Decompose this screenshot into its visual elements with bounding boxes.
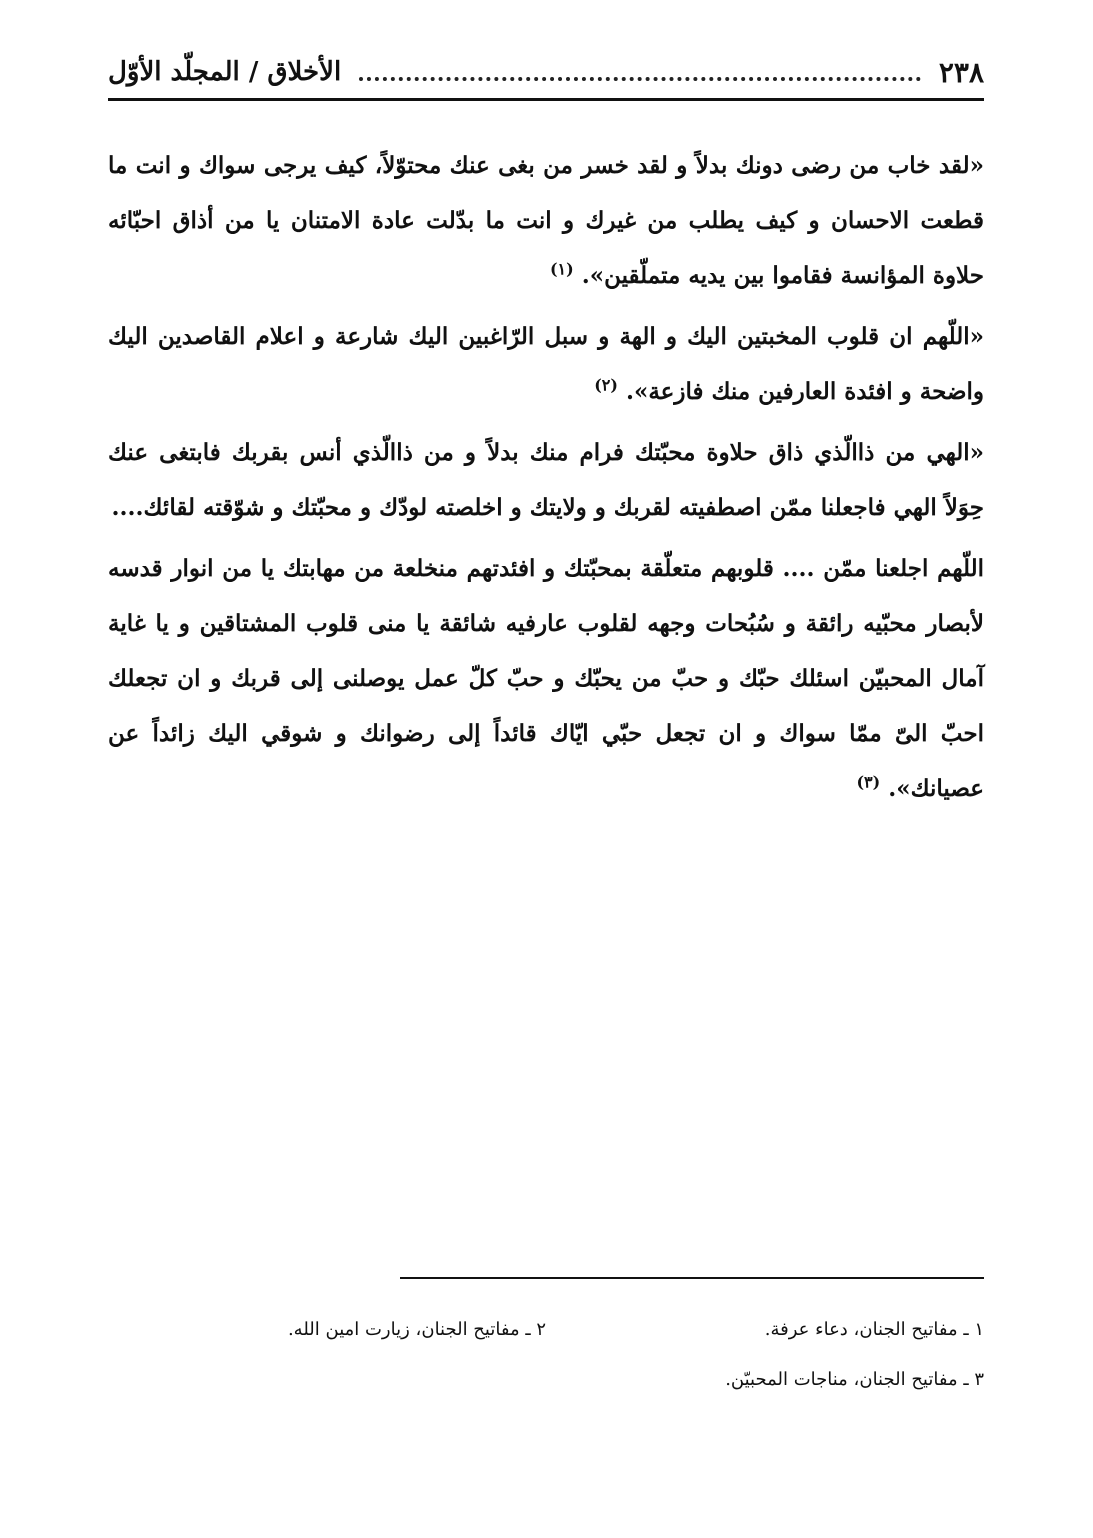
running-head: الأخلاق / المجلّد الأوّل — [108, 57, 342, 87]
footnote-row — [108, 1355, 984, 1405]
paragraph-2 — [108, 309, 984, 419]
paragraph-text: اللّهم اجلعنا ممّن .... قلوبهم متعلّقة بمحبّتك و افئدتهم منخلعة من مهابتك يا من انوار قدسه لأبصار محبّيه رائقة و سُبُحات وجهه لقلوب عارفيه شائقة يا منى قلوب المشتاقين و يا غاية آمال المحبيّن اسئلك حبّك و حبّ من يحبّك و حبّ كلّ عمل يوصلنى إلى قربك و ان تجعلك احبّ الىّ ممّا سواك و ان تجعل حبّي ايّاك قائداً إلى رضوانك و شوقي اليك زائداً عن عصيانك». — [108, 555, 984, 802]
footnotes — [108, 1305, 984, 1405]
footnote-ref-2: (٢) — [594, 375, 618, 395]
page-number: ٢٣٨ — [938, 55, 984, 89]
main-text — [108, 138, 984, 822]
dotted-leader — [359, 77, 921, 81]
paragraph-1 — [108, 138, 984, 303]
footnote-1: ١ ـ مفاتيح الجنان، دعاء عرفة. — [764, 1319, 984, 1340]
paragraph-text: «الهي من ذاالّذي ذاق حلاوة محبّتك فرام منك بدلاً و من ذاالّذي أنس بقربك فابتغى عنك حِوَلاً الهي فاجعلنا ممّن اصطفيته لقربك و ولايتك و اخلصته لودّك و محبّتك و شوّقته لقائك.... — [108, 439, 984, 521]
paragraph-text: «لقد خاب من رضى دونك بدلاً و لقد خسر من بغى عنك محتوّلاً، كيف يرجى سواك و انت ما قطعت الاحسان و كيف يطلب من غيرك و انت ما بدّلت عادة الامتنان يا من أذاق احبّائه حلاوة المؤانسة فقاموا بين يديه متملّقين». — [108, 152, 984, 289]
footnote-2: ٢ ـ مفاتيح الجنان، زيارت امين الله. — [287, 1319, 546, 1340]
paragraph-3 — [108, 425, 984, 535]
footnote-ref-1: (١) — [549, 259, 574, 279]
footnote-rule — [400, 1277, 984, 1279]
paragraph-text: «اللّهم ان قلوب المخبتين اليك و الهة و سبل الرّاغبين اليك شارعة و اعلام القاصدين اليك واضحة و افئدة العارفين منك فازعة». — [108, 323, 984, 405]
header-rule — [108, 98, 984, 101]
page-header — [108, 50, 984, 94]
paragraph-4 — [108, 541, 984, 816]
footnote-3: ٣ ـ مفاتيح الجنان، مناجات المحبيّن. — [725, 1369, 984, 1390]
footnote-ref-3: (٣) — [856, 772, 881, 792]
footnote-row — [108, 1305, 984, 1355]
